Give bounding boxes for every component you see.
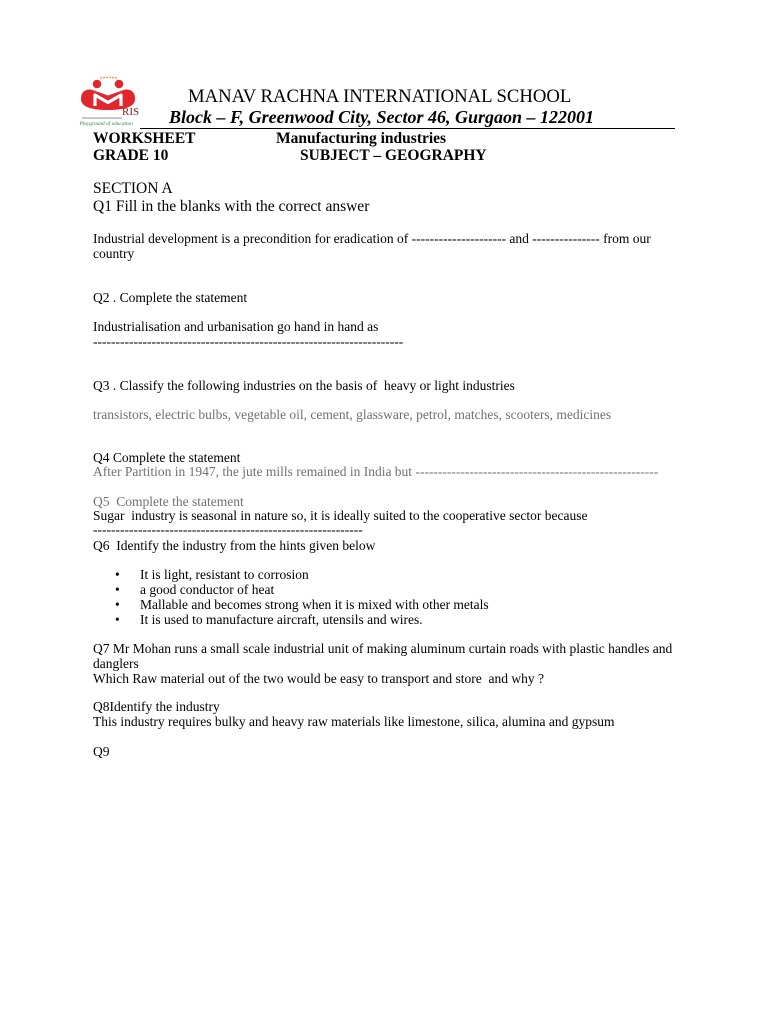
question-2-blank: --------------------------------------------------------------------- <box>93 333 404 349</box>
hint-item <box>93 567 683 582</box>
hint-text: It is used to manufacture aircraft, utensils and wires. <box>140 611 423 627</box>
question-4-text: After Partition in 1947, the jute mills remained in India but <box>93 463 413 479</box>
question-4-blank: ------------------------------------------------------ <box>415 463 659 479</box>
logo-tagline: Playground of education <box>79 121 133 127</box>
hint-item <box>93 612 683 627</box>
question-7-text: Q7 Mr Mohan runs a small scale industrial unit of making aluminum curtain roads with plastic handles and danglers <box>93 640 676 671</box>
hint-item <box>93 597 683 612</box>
question-2-title: Q2 . Complete the statement <box>93 289 248 305</box>
question-4-title: Q4 Complete the statement <box>93 449 241 465</box>
logo-fine-print <box>82 118 122 119</box>
school-logo <box>78 74 142 128</box>
question-8-text: This industry requires bulky and heavy raw materials like limestone, silica, alumina and gypsum <box>93 713 615 729</box>
question-5-blank: ------------------------------------------------------------ <box>93 521 363 537</box>
question-2-text: Industrialisation and urbanisation go hand in hand as <box>93 318 379 334</box>
question-1-title: Q1 Fill in the blanks with the correct answer <box>93 197 370 215</box>
question-6-hints <box>93 567 683 627</box>
grade-label: GRADE 10 <box>93 146 169 164</box>
bullet-icon <box>115 582 120 597</box>
question-8-title: Q8Identify the industry <box>93 698 220 714</box>
hint-text: Mallable and becomes strong when it is mixed with other metals <box>140 596 489 612</box>
logo-letters: RIS <box>122 106 140 118</box>
school-name: MANAV RACHNA INTERNATIONAL SCHOOL <box>188 86 572 107</box>
question-3-items: transistors, electric bulbs, vegetable oil, cement, glassware, petrol, matches, scooters, medicines <box>93 406 612 422</box>
question-4-line <box>93 464 658 479</box>
school-address: Block – F, Greenwood City, Sector 46, Gurgaon – 122001 <box>169 107 595 127</box>
hint-item <box>93 582 683 597</box>
section-heading: SECTION A <box>93 179 173 197</box>
logo-dots <box>100 77 117 79</box>
question-6-title: Q6 Identify the industry from the hints given below <box>93 537 376 553</box>
bullet-icon <box>115 567 120 582</box>
worksheet-topic: Manufacturing industries <box>276 129 447 147</box>
question-5-text: Sugar industry is seasonal in nature so, it is ideally suited to the cooperative sector because <box>93 507 588 523</box>
logo-head-left <box>93 80 102 89</box>
question-9-title: Q9 <box>93 743 110 759</box>
bullet-icon <box>115 597 120 612</box>
worksheet-label: WORKSHEET <box>93 129 196 147</box>
bullet-icon <box>115 612 120 627</box>
question-1-text: Industrial development is a precondition for eradication of --------------------- and --------------- from our country <box>93 230 655 261</box>
hint-text: It is light, resistant to corrosion <box>140 566 309 582</box>
question-7-question: Which Raw material out of the two would be easy to transport and store and why ? <box>93 670 545 686</box>
logo-head-right <box>115 80 124 89</box>
subject-label: SUBJECT – GEOGRAPHY <box>300 146 487 164</box>
question-3-title: Q3 . Classify the following industries on the basis of heavy or light industries <box>93 377 515 393</box>
hint-text: a good conductor of heat <box>140 581 275 597</box>
question-5-title: Q5 Complete the statement <box>93 493 244 509</box>
